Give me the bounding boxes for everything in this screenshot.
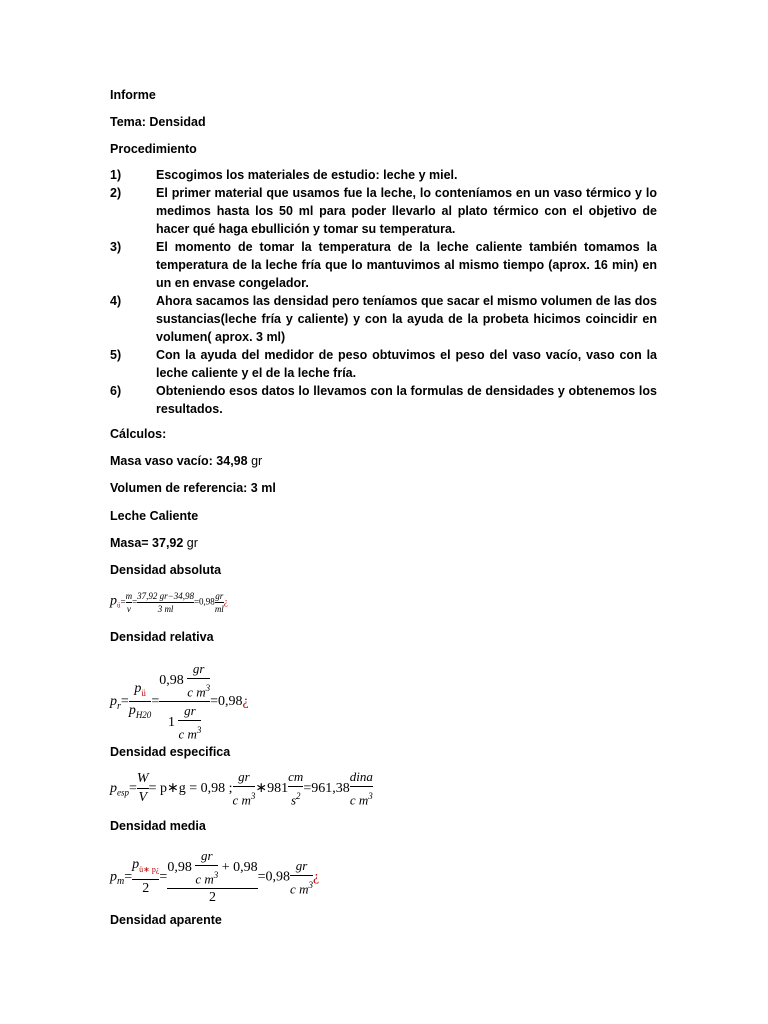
procedure-heading: Procedimiento	[110, 142, 197, 156]
procedure-steps	[110, 166, 657, 418]
specific-density-heading: Densidad especifica	[110, 745, 231, 759]
calculations-heading: Cálculos:	[110, 427, 167, 441]
step-number: 6)	[110, 384, 122, 398]
step-number: 3)	[110, 240, 122, 254]
hot-milk-heading: Leche Caliente	[110, 509, 199, 523]
specific-density-equation: $p_{esp}=$ $\frac{W}{V}$ = p∗g = 0,98 ; $\frac{gr}{c m^3}$ ∗981 $\frac{cm}{s^2}$ =961,38 $\frac{\text{dina}}{c m^3}$	[110, 769, 373, 808]
step-text: Con la ayuda del medidor de peso obtuvimos el peso del vaso vacío, vaso con la leche caliente y el de la leche fría.	[156, 348, 657, 380]
mass-line: Masa= 37,92 gr	[110, 536, 198, 550]
step-item	[110, 382, 657, 418]
step-number: 2)	[110, 186, 122, 200]
step-item	[110, 346, 657, 382]
document-title: Informe	[110, 88, 156, 102]
step-item	[110, 184, 657, 238]
step-number: 4)	[110, 294, 122, 308]
apparent-density-heading: Densidad aparente	[110, 913, 222, 927]
reference-volume: Volumen de referencia: 3 ml	[110, 481, 276, 495]
step-text: Escogimos los materiales de estudio: leche y miel.	[156, 168, 458, 182]
step-text: El momento de tomar la temperatura de la leche caliente también tomamos la temperatura de la leche fría que lo mantuvimos al mismo tiempo (aprox. 16 min) en un en envase congelador.	[156, 240, 657, 290]
absolute-density-heading: Densidad absoluta	[110, 563, 222, 577]
mean-density-equation: $p_m=$ $\frac{p_{ü∗ p¿}}{2}$ = 0,98 $\frac{gr}{c m^3}$ + 0,98 2 =0,98 $\frac{gr}{c m^3}$ ¿	[110, 848, 320, 906]
relative-density-heading: Densidad relativa	[110, 630, 214, 644]
relative-density-equation: $p_r=$ $\frac{p_ü}{p_{H20}}$ = 0,98 $\frac{gr}{c m^3}$ 1 $\frac{gr}{c m^3}$ =0,98¿	[110, 661, 249, 742]
empty-glass-mass: Masa vaso vacío: 34,98 gr	[110, 454, 263, 468]
step-text: Ahora sacamos las densidad pero teníamos que sacar el mismo volumen de las dos sustancias(leche fría y caliente) y con la ayuda de la probeta hicimos coincidir en volumen( aprox. 3 ml)	[156, 294, 657, 344]
step-item	[110, 292, 657, 346]
mean-density-heading: Densidad media	[110, 819, 206, 833]
step-item	[110, 166, 657, 184]
step-item	[110, 238, 657, 292]
step-number: 1)	[110, 168, 122, 182]
step-text: El primer material que usamos fue la leche, lo conteníamos en un vaso térmico y lo medimos hasta los 50 ml para poder llevarlo al plato térmico con el objetivo de hacer qué haga ebullición y tomar su temperatura.	[156, 186, 657, 236]
step-number: 5)	[110, 348, 122, 362]
absolute-density-equation: $p_ü=$ $\frac{m}{v}$ = $\frac{37,92 gr-34,98}{3 ml}$ =0,98 $\frac{gr}{ml}$ ¿	[110, 591, 228, 614]
topic-line: Tema: Densidad	[110, 115, 206, 129]
step-text: Obteniendo esos datos lo llevamos con la formulas de densidades y obtenemos los resultados.	[156, 384, 657, 416]
